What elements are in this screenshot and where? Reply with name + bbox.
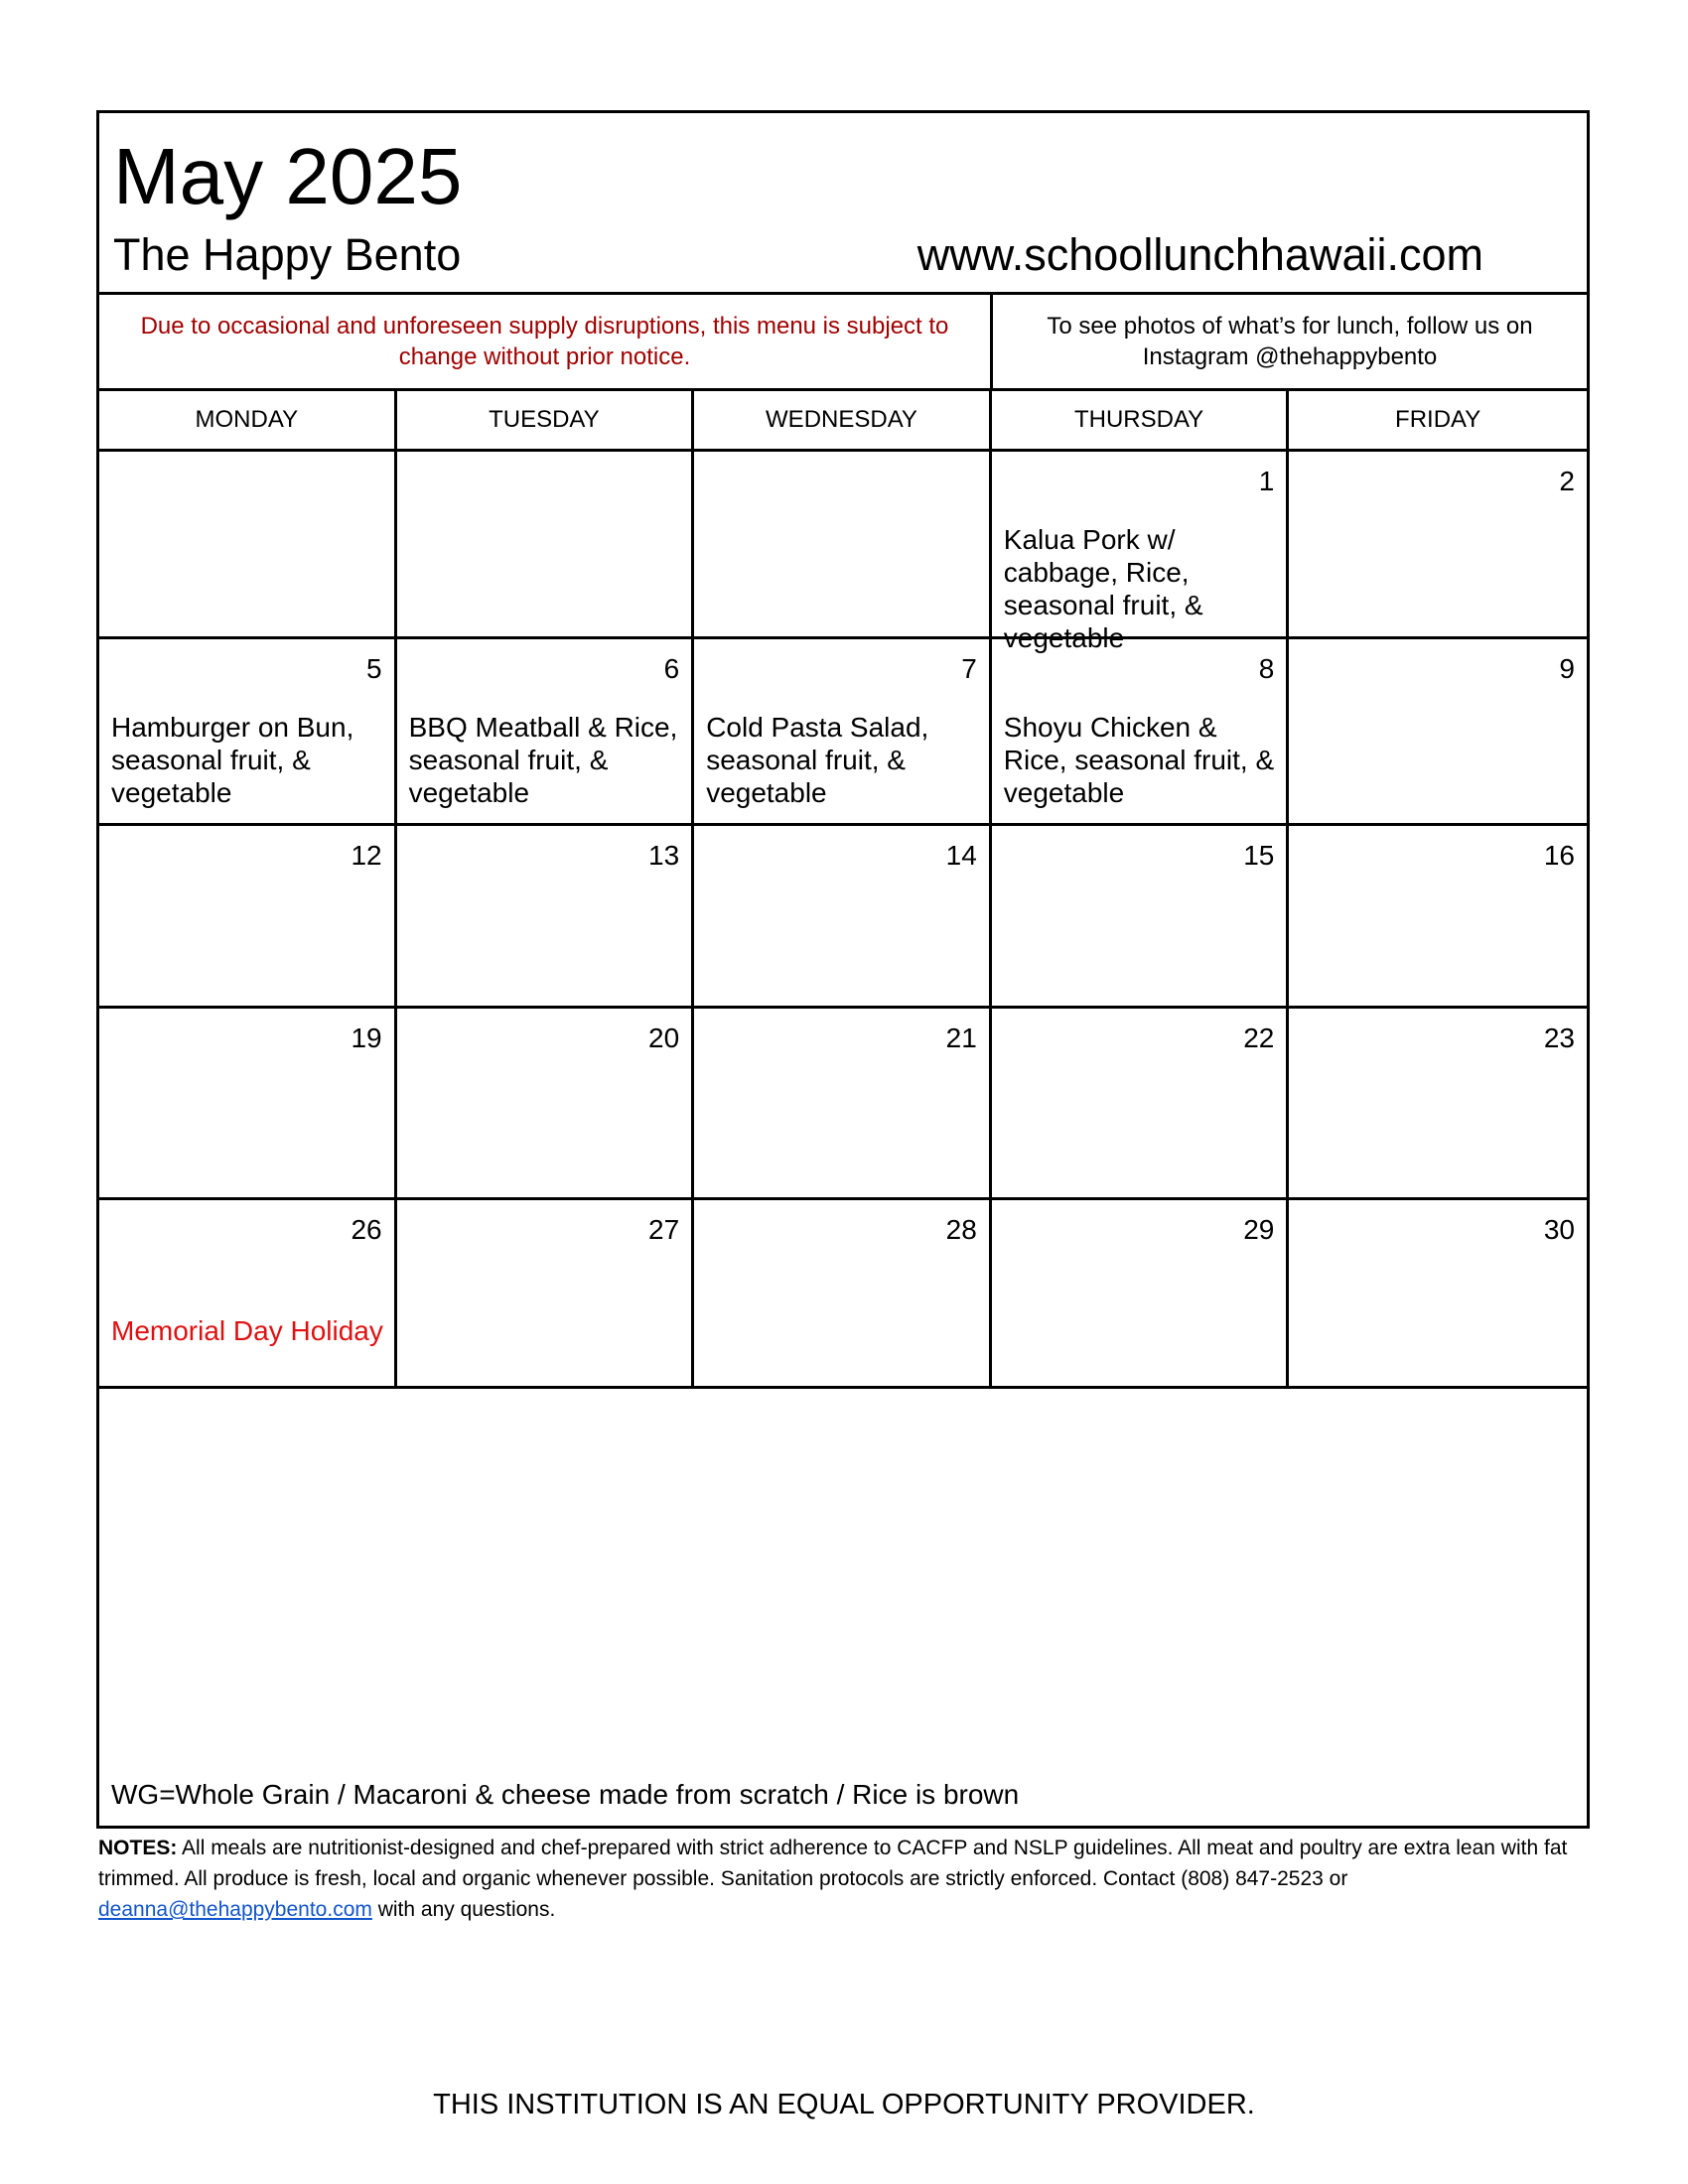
- day-number: 5: [366, 653, 382, 684]
- menu-item: Kalua Pork w/ cabbage, Rice, seasonal fruit, & vegetable: [1003, 524, 1203, 653]
- menu-item: BBQ Meatball & Rice, seasonal fruit, & vegetable: [408, 712, 678, 808]
- contact-email-link[interactable]: deanna@thehappybento.com: [98, 1898, 372, 1921]
- weekday-thursday: THURSDAY: [992, 391, 1290, 449]
- week-row-2: [99, 639, 1587, 826]
- day-cell: [694, 639, 992, 823]
- day-cell: [397, 639, 695, 823]
- day-cell: [1289, 1009, 1587, 1197]
- day-number: 1: [1258, 466, 1275, 496]
- day-cell: [397, 1200, 695, 1386]
- day-number: 8: [1258, 653, 1275, 684]
- day-cell: [99, 826, 397, 1006]
- organization-name: The Happy Bento: [113, 229, 462, 280]
- weekday-tuesday: TUESDAY: [397, 391, 695, 449]
- day-cell: [992, 639, 1290, 823]
- day-number: 16: [1543, 840, 1575, 871]
- day-cell: [397, 826, 695, 1006]
- weekday-header-row: [99, 391, 1587, 452]
- day-number: 12: [351, 840, 382, 871]
- day-number: 2: [1559, 466, 1575, 496]
- day-number: 20: [648, 1023, 680, 1053]
- day-number: 9: [1559, 653, 1575, 684]
- day-number: 13: [648, 840, 680, 871]
- day-cell: [694, 826, 992, 1006]
- day-number: 19: [351, 1023, 382, 1053]
- day-cell: [992, 1200, 1290, 1386]
- notice-row: [99, 295, 1587, 391]
- day-cell: [992, 1009, 1290, 1197]
- notes-suffix: with any questions.: [371, 1898, 556, 1921]
- holiday-label: Memorial Day Holiday: [111, 1315, 383, 1346]
- notes-label: NOTES:: [98, 1837, 178, 1859]
- day-number: 23: [1543, 1023, 1575, 1053]
- weekday-wednesday: WEDNESDAY: [694, 391, 992, 449]
- instagram-notice: To see photos of what’s for lunch, follow us on Instagram @thehappybento: [1047, 313, 1533, 370]
- week-row-5: [99, 1200, 1587, 1389]
- month-title: May 2025: [113, 132, 463, 220]
- day-cell: [694, 1200, 992, 1386]
- notes-paragraph: [98, 1833, 1588, 1925]
- day-number: 21: [945, 1023, 977, 1053]
- day-number: 22: [1243, 1023, 1275, 1053]
- day-cell: [992, 452, 1290, 653]
- day-cell: [694, 1009, 992, 1197]
- weekday-monday: MONDAY: [99, 391, 397, 449]
- day-cell: [694, 452, 992, 636]
- calendar-weeks: [99, 452, 1587, 1389]
- week-row-4: [99, 1009, 1587, 1200]
- day-cell: [1289, 452, 1587, 636]
- day-cell: [99, 639, 397, 823]
- website-url: www.schoollunchhawaii.com: [916, 229, 1483, 280]
- day-number: 30: [1543, 1214, 1575, 1245]
- calendar-header: [99, 113, 1587, 295]
- day-number: 15: [1243, 840, 1275, 871]
- day-number: 28: [945, 1214, 977, 1245]
- menu-item: Cold Pasta Salad, seasonal fruit, & vegetable: [706, 712, 929, 808]
- day-number: 26: [351, 1214, 382, 1245]
- equal-opportunity-statement: THIS INSTITUTION IS AN EQUAL OPPORTUNITY PROVIDER.: [433, 2089, 1255, 2120]
- notes-text: All meals are nutritionist-designed and chef-prepared with strict adherence to CACFP and NSLP guidelines. All meat and poultry are extra lean with fat trimmed. All produce is fresh, local and organic whenever possible. Sanitation protocols are strictly enforced. Contact (808) 847-2523 or: [98, 1837, 1568, 1890]
- menu-calendar: [96, 110, 1590, 1829]
- supply-disruption-notice: Due to occasional and unforeseen supply disruptions, this menu is subject to change without prior notice.: [99, 295, 993, 388]
- menu-item: Hamburger on Bun, seasonal fruit, & vegetable: [111, 712, 354, 808]
- day-cell: [1289, 826, 1587, 1006]
- day-cell: [1289, 639, 1587, 823]
- day-cell: [99, 1200, 397, 1386]
- week-row-1: [99, 452, 1587, 653]
- legend-row: WG=Whole Grain / Macaroni & cheese made from scratch / Rice is brown: [111, 1779, 1020, 1810]
- day-number: 6: [663, 653, 680, 684]
- day-number: 14: [945, 840, 977, 871]
- menu-item: Shoyu Chicken & Rice, seasonal fruit, & vegetable: [1003, 712, 1275, 808]
- week-row-3: [99, 826, 1587, 1009]
- weekday-friday: FRIDAY: [1395, 406, 1481, 433]
- day-cell: [397, 1009, 695, 1197]
- day-cell: [397, 452, 695, 636]
- day-cell: [992, 826, 1290, 1006]
- day-number: 29: [1243, 1214, 1275, 1245]
- day-number: 27: [648, 1214, 680, 1245]
- day-number: 7: [961, 653, 977, 684]
- day-cell: [99, 1009, 397, 1197]
- day-cell: [1289, 1200, 1587, 1386]
- day-cell: [99, 452, 397, 636]
